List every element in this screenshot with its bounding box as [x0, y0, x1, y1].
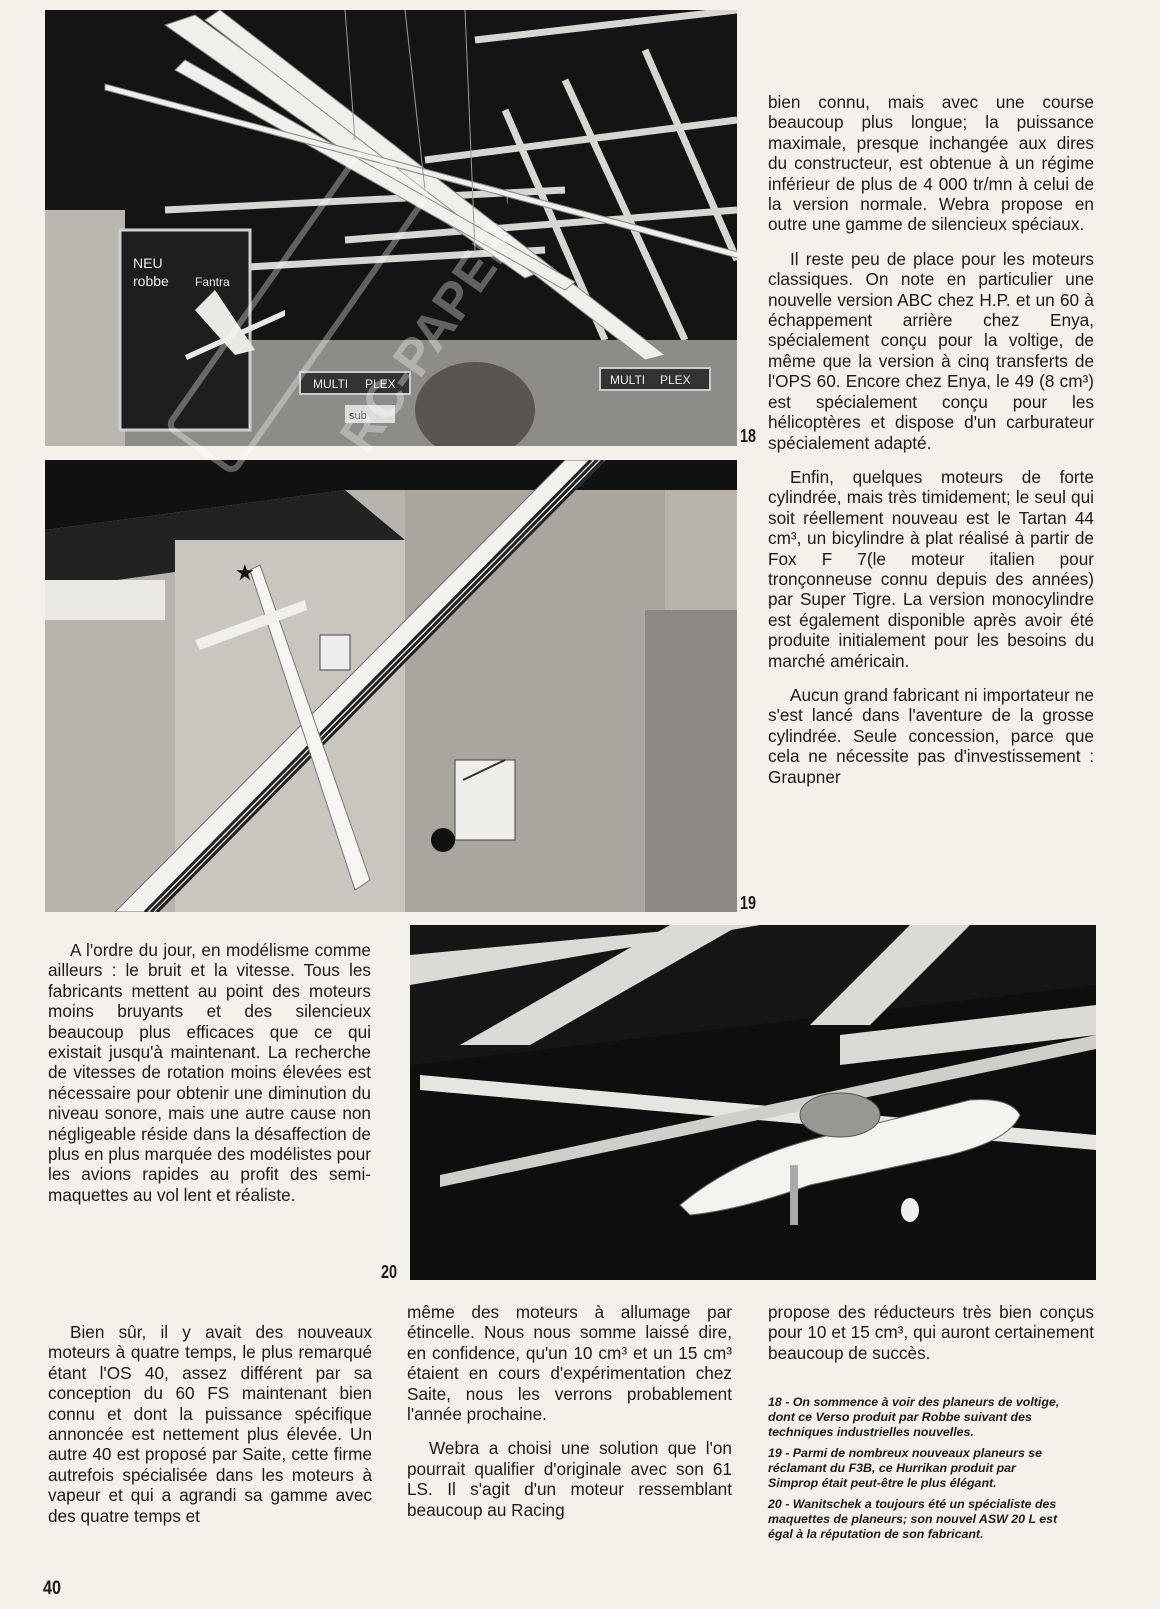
intro-paragraph: A l'ordre du jour, en modélisme comme ailleurs : le bruit et la vitesse. Tous les fabricants mettent au point des moteurs moins bruyants et des silencieux beaucoup plus efficaces que ce qui existait jusqu'à maintenant. La recherche de vitesses de rotation moins élevées est nécessaire pour obtenir une diminution du niveau sonore, mais une autre cause non négligeable réside dans la désaffection de plus en plus marquée des modélistes pour les avions rapides au profit des semi-maquettes au vol lent et réaliste. [48, 940, 371, 1205]
caption-18: 18 - On sommence à voir des planeurs de voltige, dont ce Verso produit par Robbe suivant des techniques industrielles nouvelles. [768, 1395, 1060, 1439]
sign-sub: sub [349, 410, 367, 422]
page-number: 40 [43, 1578, 61, 1599]
sign-fantra: Fantra [195, 275, 230, 289]
figure-number-19: 19 [740, 893, 757, 913]
photo-18-gliders-ceiling [45, 10, 737, 446]
photo-19-glider-wall [45, 460, 737, 912]
bottom-col1-paragraph: Bien sûr, il y avait des nouveaux moteurs à quatre temps, le plus remarqué étant l'OS 40, assez différent par sa conception du 60 FS maintenant bien connu et dont la puissance spécifique annoncée est nettement plus élevée. Un autre 40 est proposé par Saite, cette firme autrefois spécialisée dans les moteurs à vapeur et qui a agrandi sa gamme avec des quatre temps et [48, 1322, 372, 1526]
sign-plex-1: PLEX [365, 377, 396, 391]
photo-captions [768, 1395, 1068, 1548]
right-paragraph-3: Enfin, quelques moteurs de forte cylindrée, mais très timidement; le seul qui soit réellement nouveau est le Tartan 44 cm³, un bicylindre à plat réalisé à partir de Fox F 7(le moteur italien pour tronçonneuse connu depuis des années) par Super Tigre. La version monocylindre est également disponible après avoir été produite initialement pour les besoins du marché américain. [768, 466, 1094, 671]
sign-neu: NEU [133, 255, 163, 271]
bottom-column-1 [48, 1322, 372, 1540]
bottom-col2-paragraph-1: même des moteurs à allumage par étincelle. Nous nous somme laissé dire, en confidence, qu'un 10 cm³ et un 15 cm³ étaient en cours d'expérimentation chez Saite, nous les verrons probablement l'année prochaine. [407, 1302, 732, 1425]
bottom-col2-paragraph-2: Webra a choisi une solution que l'on pourrait qualifier d'originale avec son 61 LS. Il s'agit d'un moteur ressemblant beaucoup au Racing [407, 1438, 732, 1520]
caption-20: 20 - Wanitschek a toujours été un spécialiste des maquettes de planeurs; son nouvel ASW 20 L est égal à la réputation de son fabricant. [768, 1497, 1058, 1541]
sign-multi-1: MULTI [313, 377, 349, 391]
right-paragraph-1: bien connu, mais avec une course beaucoup plus longue; la puissance maximale, presque inchangée aux dires du constructeur, est obtenue à un régime inférieur de plus de 4 000 tr/mn à celui de la version normale. Webra propose en outre une gamme de silencieux spéciaux. [768, 92, 1094, 235]
bottom-col3-paragraph: propose des réducteurs très bien conçus pour 10 et 15 cm³, qui auront certainement beaucoup de succès. [768, 1302, 1094, 1363]
right-paragraph-2: Il reste peu de place pour les moteurs classiques. On note en particulier une nouvelle version ABC chez H.P. et un 60 à échappement arrière chez Enya, spécialement conçu pour la voltige, de même que la version à cinq transferts de l'OPS 60. Encore chez Enya, le 49 (8 cm³) est spécialement conçu pour les hélicoptères et dispose d'un carburateur spécialement adapté. [768, 248, 1094, 453]
bottom-column-3 [768, 1302, 1094, 1377]
left-middle-text [48, 940, 371, 1219]
right-paragraph-4: Aucun grand fabricant ni importateur ne s'est lancé dans l'aventure de la grosse cylindrée. Seule concession, parce que cela ne nécessite pas d'investissement : Graupner [768, 684, 1094, 787]
figure-number-18: 18 [740, 426, 757, 446]
photo-20-asw20-glider [410, 925, 1096, 1280]
right-column-text [768, 92, 1094, 801]
sign-plex-2: PLEX [660, 373, 691, 387]
caption-19: 19 - Parmi de nombreux nouveaux planeurs se réclamant du F3B, ce Hurrikan produit par Simprop était peut-être le plus élégant. [768, 1446, 1043, 1490]
bottom-column-2 [407, 1302, 732, 1534]
svg-text:★: ★ [235, 561, 255, 586]
figure-number-20: 20 [381, 1262, 398, 1282]
sign-multi-2: MULTI [610, 373, 646, 387]
sign-robbe: robbe [133, 273, 169, 289]
